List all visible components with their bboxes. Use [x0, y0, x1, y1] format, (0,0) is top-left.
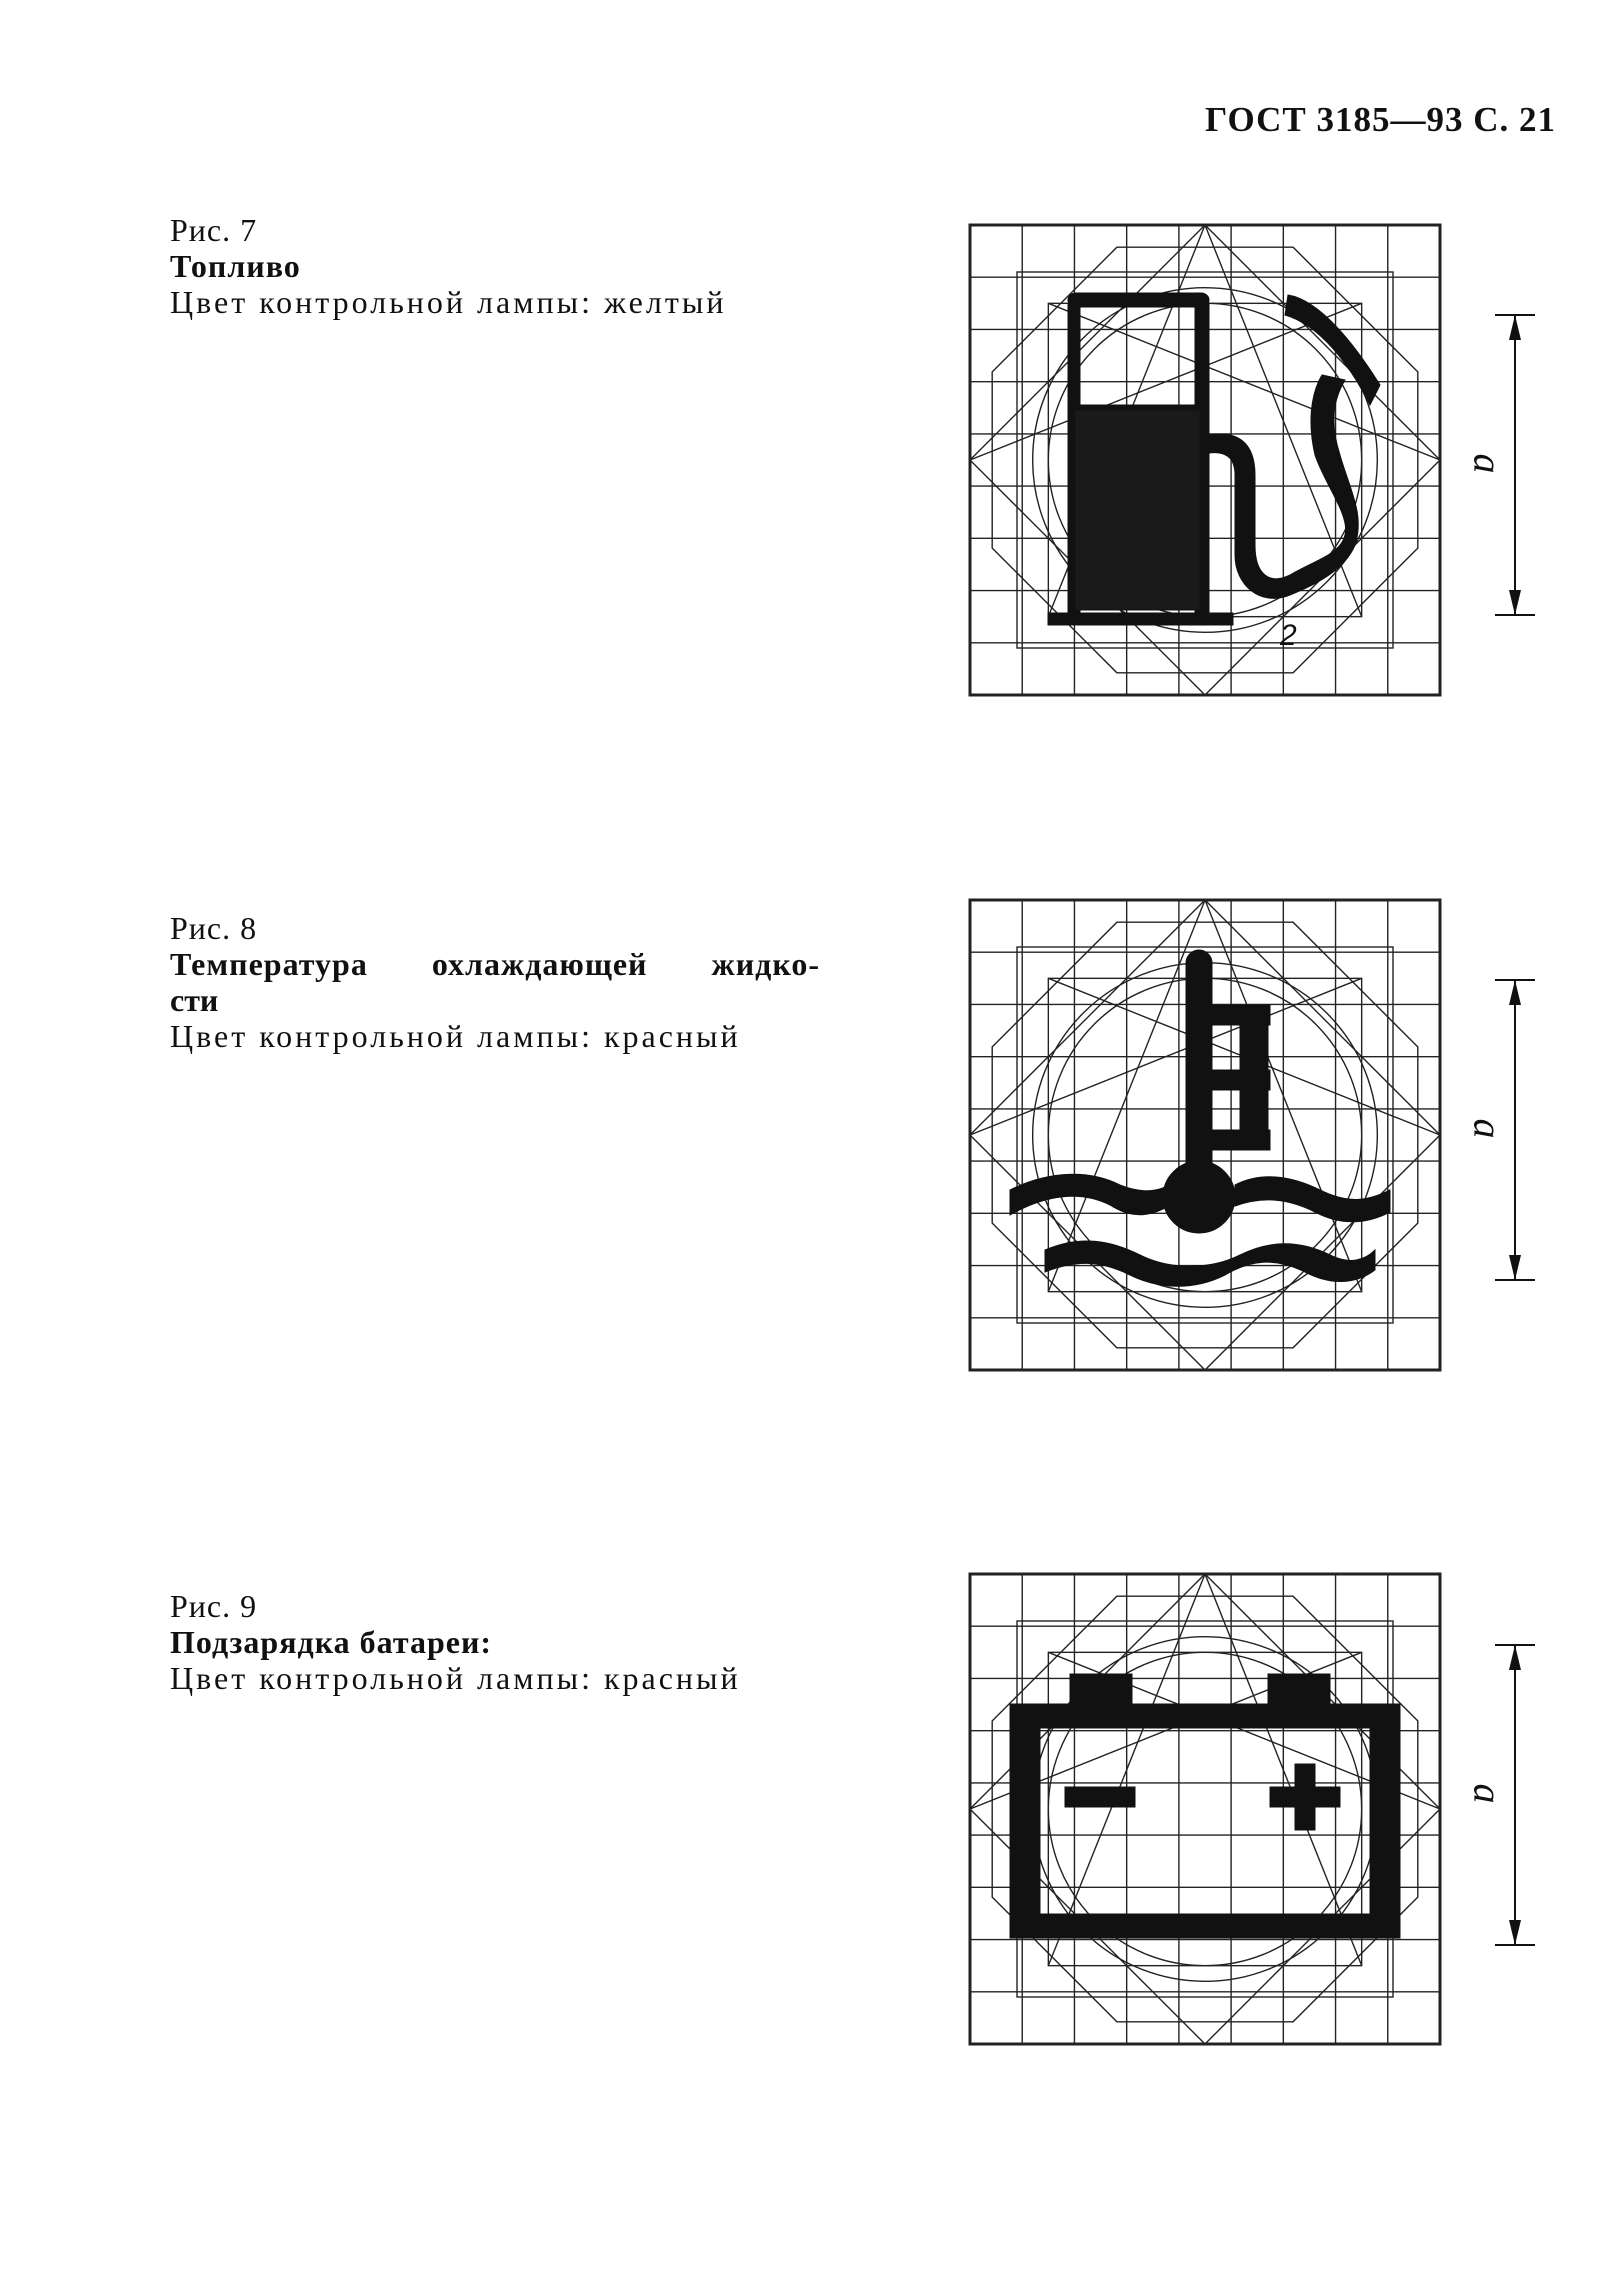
figure-8-caption [170, 910, 820, 1054]
figure-8-title-line2: сти [170, 982, 219, 1018]
figure-7-side-mark: 2 [1280, 619, 1297, 652]
figure-7-title: Топливо [170, 248, 301, 284]
fuel-pump-icon [970, 225, 1440, 695]
figure-8-lamp-color: Цвет контрольной лампы: красный [170, 1018, 741, 1054]
figure-9-caption [170, 1588, 830, 1696]
dimension-label-2: a [1465, 1118, 1511, 1139]
figure-9-lamp-color: Цвет контрольной лампы: красный [170, 1660, 741, 1696]
figure-7-number: Рис. 7 [170, 212, 258, 248]
battery-charge-icon [970, 1574, 1440, 2044]
figure-9-title: Подзарядка батареи: [170, 1624, 493, 1660]
figure-7-caption [170, 212, 830, 320]
dimension-label-1: a [1465, 453, 1511, 474]
figure-9-number: Рис. 9 [170, 1588, 258, 1624]
coolant-temperature-icon [970, 900, 1440, 1370]
figure-7-lamp-color: Цвет контрольной лампы: желтый [170, 284, 727, 320]
dimension-label-3: a [1465, 1783, 1511, 1804]
figure-8-number: Рис. 8 [170, 910, 258, 946]
figure-8-title-line1: Температура охлаждающей жидко- [170, 946, 820, 982]
page-header: ГОСТ 3185—93 С. 21 [1205, 100, 1556, 139]
